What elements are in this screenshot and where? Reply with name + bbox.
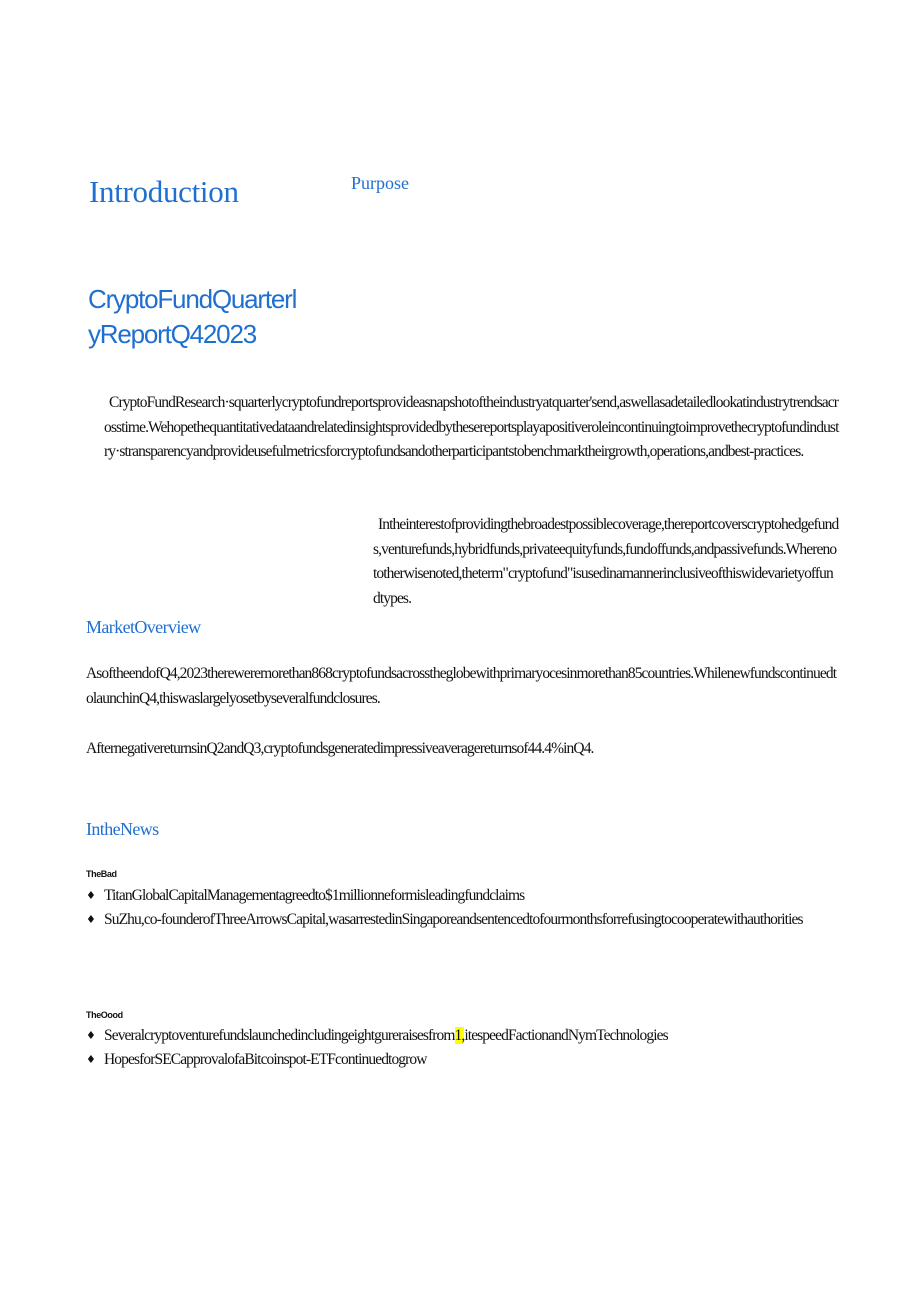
good-news-list — [86, 1024, 838, 1072]
bad-news-item-text: SuZhu,co-founderofThreeArrowsCapital,wasarrestedinSingaporeandsentencedtofourmonthsforrefusingtocooperatewithauthorities — [104, 911, 803, 928]
good-news-item-text: itespeedFactionandNymTechnologies — [464, 1027, 668, 1044]
diamond-bullet-icon: ♦ — [86, 1029, 95, 1042]
market-overview-paragraph: AsoftheendofQ4,2023thereweremorethan868cryptofundsacrosstheglobewithprimaryocesinmorethan85countries.WhilenewfundscontinuedtolaunchinQ4,thiswaslargelyosetbyseveralfundclosures. — [86, 665, 837, 707]
purpose-paragraph-text: Intheinterestofprovidingthebroadestpossiblecoverage,thereportcoverscryptohedgefunds,venturefunds,hybridfunds,privateequityfunds,fundoffunds,andpassivefunds.Wherenototherwisenoted,theterm"cryptofund"isusedinamannerinclusiveofthiswidevarietyoffundtypes. — [373, 516, 839, 607]
highlighted-text: 1, — [454, 1027, 465, 1044]
list-item — [86, 1048, 838, 1072]
list-item — [86, 908, 838, 932]
the-good-label: TheOood — [86, 1010, 123, 1020]
list-item — [86, 1024, 838, 1048]
purpose-paragraph — [373, 513, 839, 611]
purpose-heading: Purpose — [351, 173, 409, 193]
diamond-bullet-icon: ♦ — [86, 913, 95, 926]
market-returns-paragraph: AfternegativereturnsinQ2andQ3,cryptofundsgeneratedimpressiveaveragereturnsof44.4%inQ4. — [86, 740, 594, 757]
good-news-item-text: Severalcryptoventurefundslaunchedincludingeightgureraisesfrom — [104, 1027, 455, 1044]
intro-paragraph-text: CryptoFundResearch·squarterlycryptofundreportsprovideasnapshotoftheindustryatquarter'send,aswellasadetailedlookatindustrytrendsacrosstime.Wehopethequantitativedataandrelatedinsightsprovidedbythesereportsplayapositiveroleincontinuingtoimprovethecryptofundindustry·stransparencyandprovideusefulmetricsforcryptofundsandotherparticipantstobenchmarktheirgrowth,operations,andbest-practices. — [104, 394, 839, 460]
good-news-item-text: HopesforSECapprovalofaBitcoinspot-ETFcontinuedtogrow — [104, 1051, 427, 1068]
intro-paragraph — [104, 391, 841, 465]
market-overview-heading: MarketOverview — [86, 617, 201, 637]
list-item — [86, 884, 838, 908]
report-title: CryptoFundQuarterlyReportQ42023 — [88, 284, 297, 349]
bad-news-item-text: TitanGlobalCapitalManagementagreedto$1millionneformisleadingfundclaims — [104, 887, 525, 904]
bad-news-list — [86, 884, 838, 932]
in-the-news-heading: IntheNews — [86, 819, 159, 839]
the-bad-label: TheBad — [86, 869, 117, 879]
diamond-bullet-icon: ♦ — [86, 1053, 95, 1066]
introduction-heading: Introduction — [89, 174, 239, 209]
diamond-bullet-icon: ♦ — [86, 889, 95, 902]
